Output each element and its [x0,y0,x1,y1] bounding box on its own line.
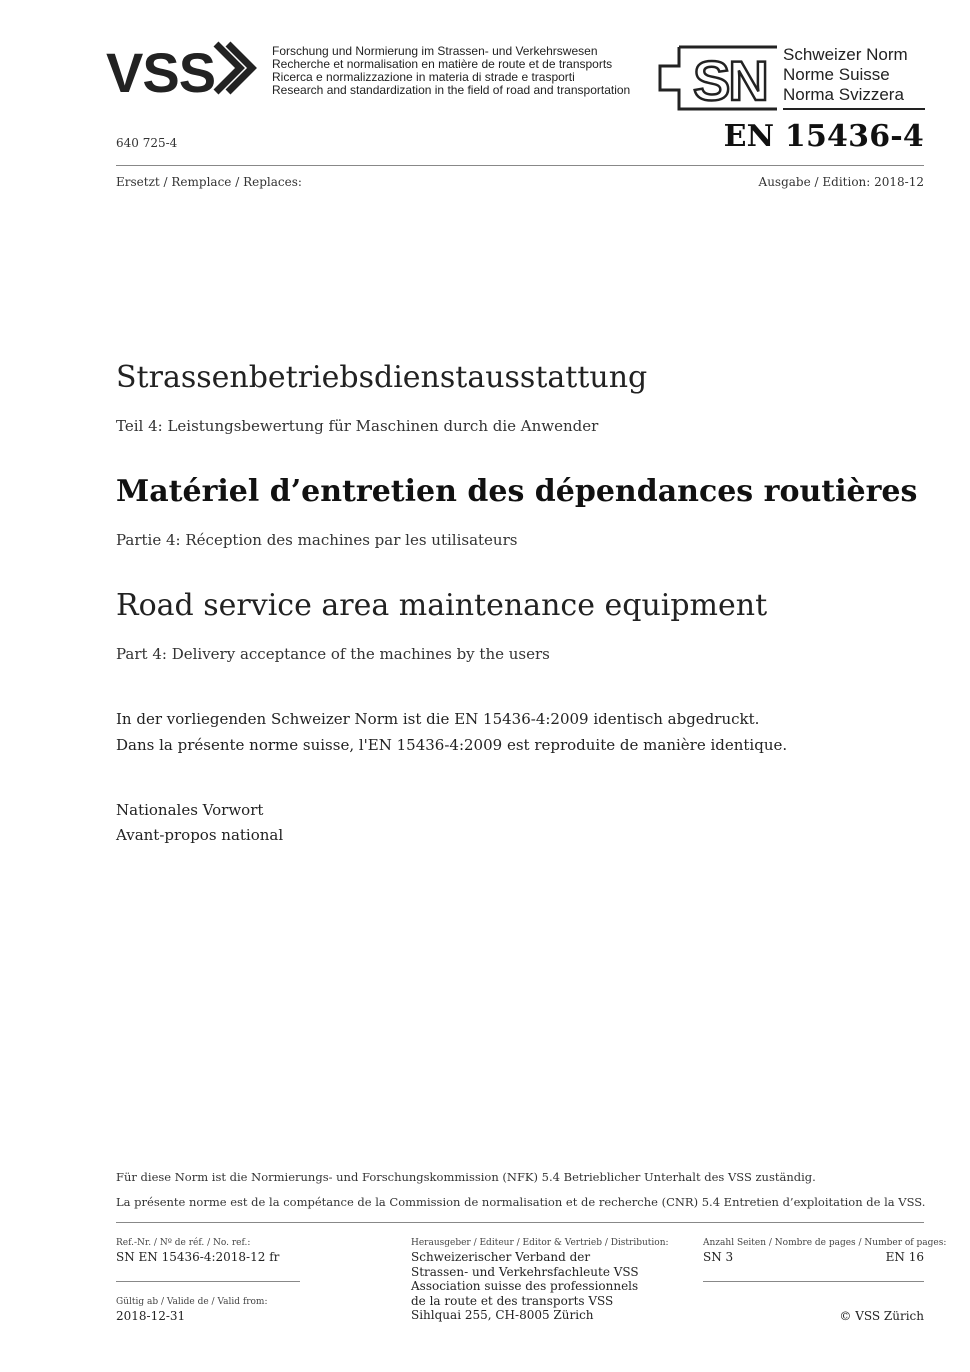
ref-value: SN EN 15436-4:2018-12 fr [116,1250,280,1264]
title-de: Strassenbetriebsdienstausstattung [116,360,648,395]
publisher-line: Sihlquai 255, CH-8005 Zürich [411,1308,594,1323]
sn-underline [783,108,925,110]
vss-logo-text: VSS [106,41,216,100]
sn-title-de: Schweizer Norm [783,45,908,64]
norm-title: EN 15436-4 [723,119,924,154]
pages-sn: SN 3 [703,1250,734,1264]
committee-note-de: Für diese Norm ist die Normierungs- und Forschungskommission (NFK) 5.4 Betrieblicher Unterhalt des VSS zuständig. [116,1170,816,1184]
pages-label: Anzahl Seiten / Nombre de pages / Number of pages: [703,1238,947,1248]
publisher-address [411,1250,639,1323]
ref-divider [116,1281,300,1282]
edition-label: Ausgabe / Edition: 2018-12 [758,175,924,189]
publisher-line: Strassen- und Verkehrsfachleute VSS [411,1264,639,1279]
foreword-heading-fr: Avant-propos national [116,826,284,844]
sn-title-it: Norma Svizzera [783,85,904,104]
publisher-line: Schweizerischer Verband der [411,1250,591,1264]
sn-title [783,45,908,105]
vss-tagline-en: Research and standardization in the field of road and transportation [272,83,631,97]
ref-label: Ref.-Nr. / Nº de réf. / No. ref.: [116,1238,251,1248]
header-divider [116,165,924,166]
replaces-label: Ersetzt / Remplace / Replaces: [116,175,302,189]
publisher-label: Herausgeber / Editeur / Editor & Vertrieb / Distribution: [411,1238,669,1248]
publisher-line: de la route et des transports VSS [411,1293,614,1308]
valid-value: 2018-12-31 [116,1309,186,1323]
copyright: © VSS Zürich [839,1309,924,1323]
vss-tagline-de: Forschung und Normierung im Strassen- und Verkehrswesen [272,44,598,58]
vss-tagline [272,45,630,97]
vss-logo [106,38,266,100]
committee-note-fr: La présente norme est de la compétance de la Commission de normalisation et de recherche (CNR) 5.4 Entretien d’exploitation de la VSS. [116,1195,926,1209]
sn-logo-text: SN [693,49,767,112]
sn-title-fr: Norme Suisse [783,65,890,84]
title-fr: Matériel d’entretien des dépendances routières [116,474,918,509]
publisher-line: Association suisse des professionnels [411,1279,639,1294]
subtitle-fr: Partie 4: Réception des machines par les utilisateurs [116,531,518,549]
doc-number: 640 725-4 [116,136,178,150]
sn-logo [657,44,777,112]
pages-en: EN 16 [885,1250,924,1264]
vss-tagline-it: Ricerca e normalizzazione in materia di strade e trasporti [272,70,575,84]
vss-tagline-fr: Recherche et normalisation en matière de route et de transports [272,57,613,71]
subtitle-de: Teil 4: Leistungsbewertung für Maschinen durch die Anwender [116,417,599,435]
footer-divider [116,1222,924,1223]
pages-divider [703,1281,924,1282]
identity-note-fr: Dans la présente norme suisse, l'EN 15436-4:2009 est reproduite de manière identique. [116,736,788,754]
subtitle-en: Part 4: Delivery acceptance of the machines by the users [116,645,550,663]
foreword-heading-de: Nationales Vorwort [116,801,264,819]
valid-label: Gültig ab / Valide de / Valid from: [116,1297,268,1307]
title-en: Road service area maintenance equipment [116,588,768,623]
identity-note-de: In der vorliegenden Schweizer Norm ist die EN 15436-4:2009 identisch abgedruckt. [116,710,760,728]
